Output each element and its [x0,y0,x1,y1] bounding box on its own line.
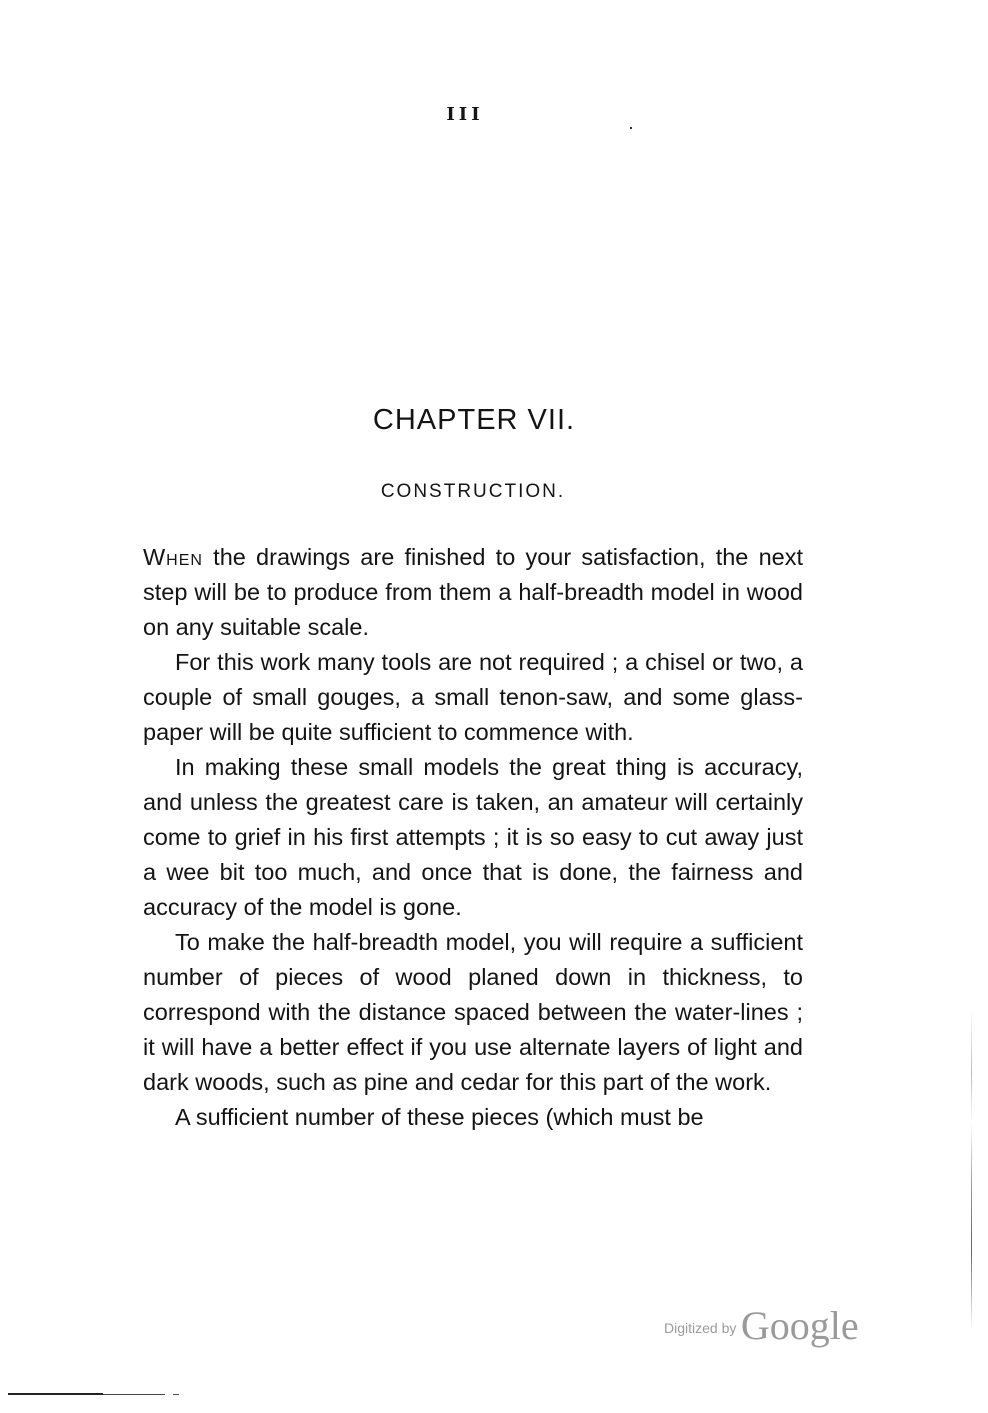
scan-bottom-line-thin [103,1394,165,1395]
chapter-subtitle: CONSTRUCTION. [380,481,566,502]
paragraph-lead-word: When [143,544,203,570]
digitized-watermark [664,1302,859,1349]
watermark-prefix: Digitized by [664,1320,737,1336]
paragraph-1-text: the drawings are finished to your satisfaction, the next step will be to produce from them a half-breadth model in wood on any suitable scale. [143,544,803,640]
paragraph-5: A sufficient number of these pieces (which must be [175,1104,704,1130]
google-logo: Google [740,1303,859,1348]
body-text [143,540,803,1135]
scan-bottom-line [8,1393,103,1395]
scan-edge-mark [971,1010,972,1330]
paragraph-3: In making these small models the great thing is accuracy, and unless the greatest care is taken, an amateur will certainly come to grief in his first attempts ; it is so easy to cut away just a wee bit too much, and once that is done, the fairness and accuracy of the model is gone. [143,754,803,920]
paragraph-1 [143,540,803,645]
paragraph-4: To make the half-breadth model, you will require a sufficient number of pieces of wood planed down in thickness, to correspond with the distance spaced between the water-lines ; it will have a better effect if you use alternate layers of light and dark woods, such as pine and cedar for this part of the work. [143,929,803,1095]
chapter-title: CHAPTER VII. [372,404,576,436]
scan-bottom-dash [173,1394,179,1395]
scan-speck [630,127,632,129]
page-number: III [446,104,484,125]
paragraph-2: For this work many tools are not required ; a chisel or two, a couple of small gouges, a small tenon-saw, and some glass-paper will be quite sufficient to commence with. [143,649,803,745]
